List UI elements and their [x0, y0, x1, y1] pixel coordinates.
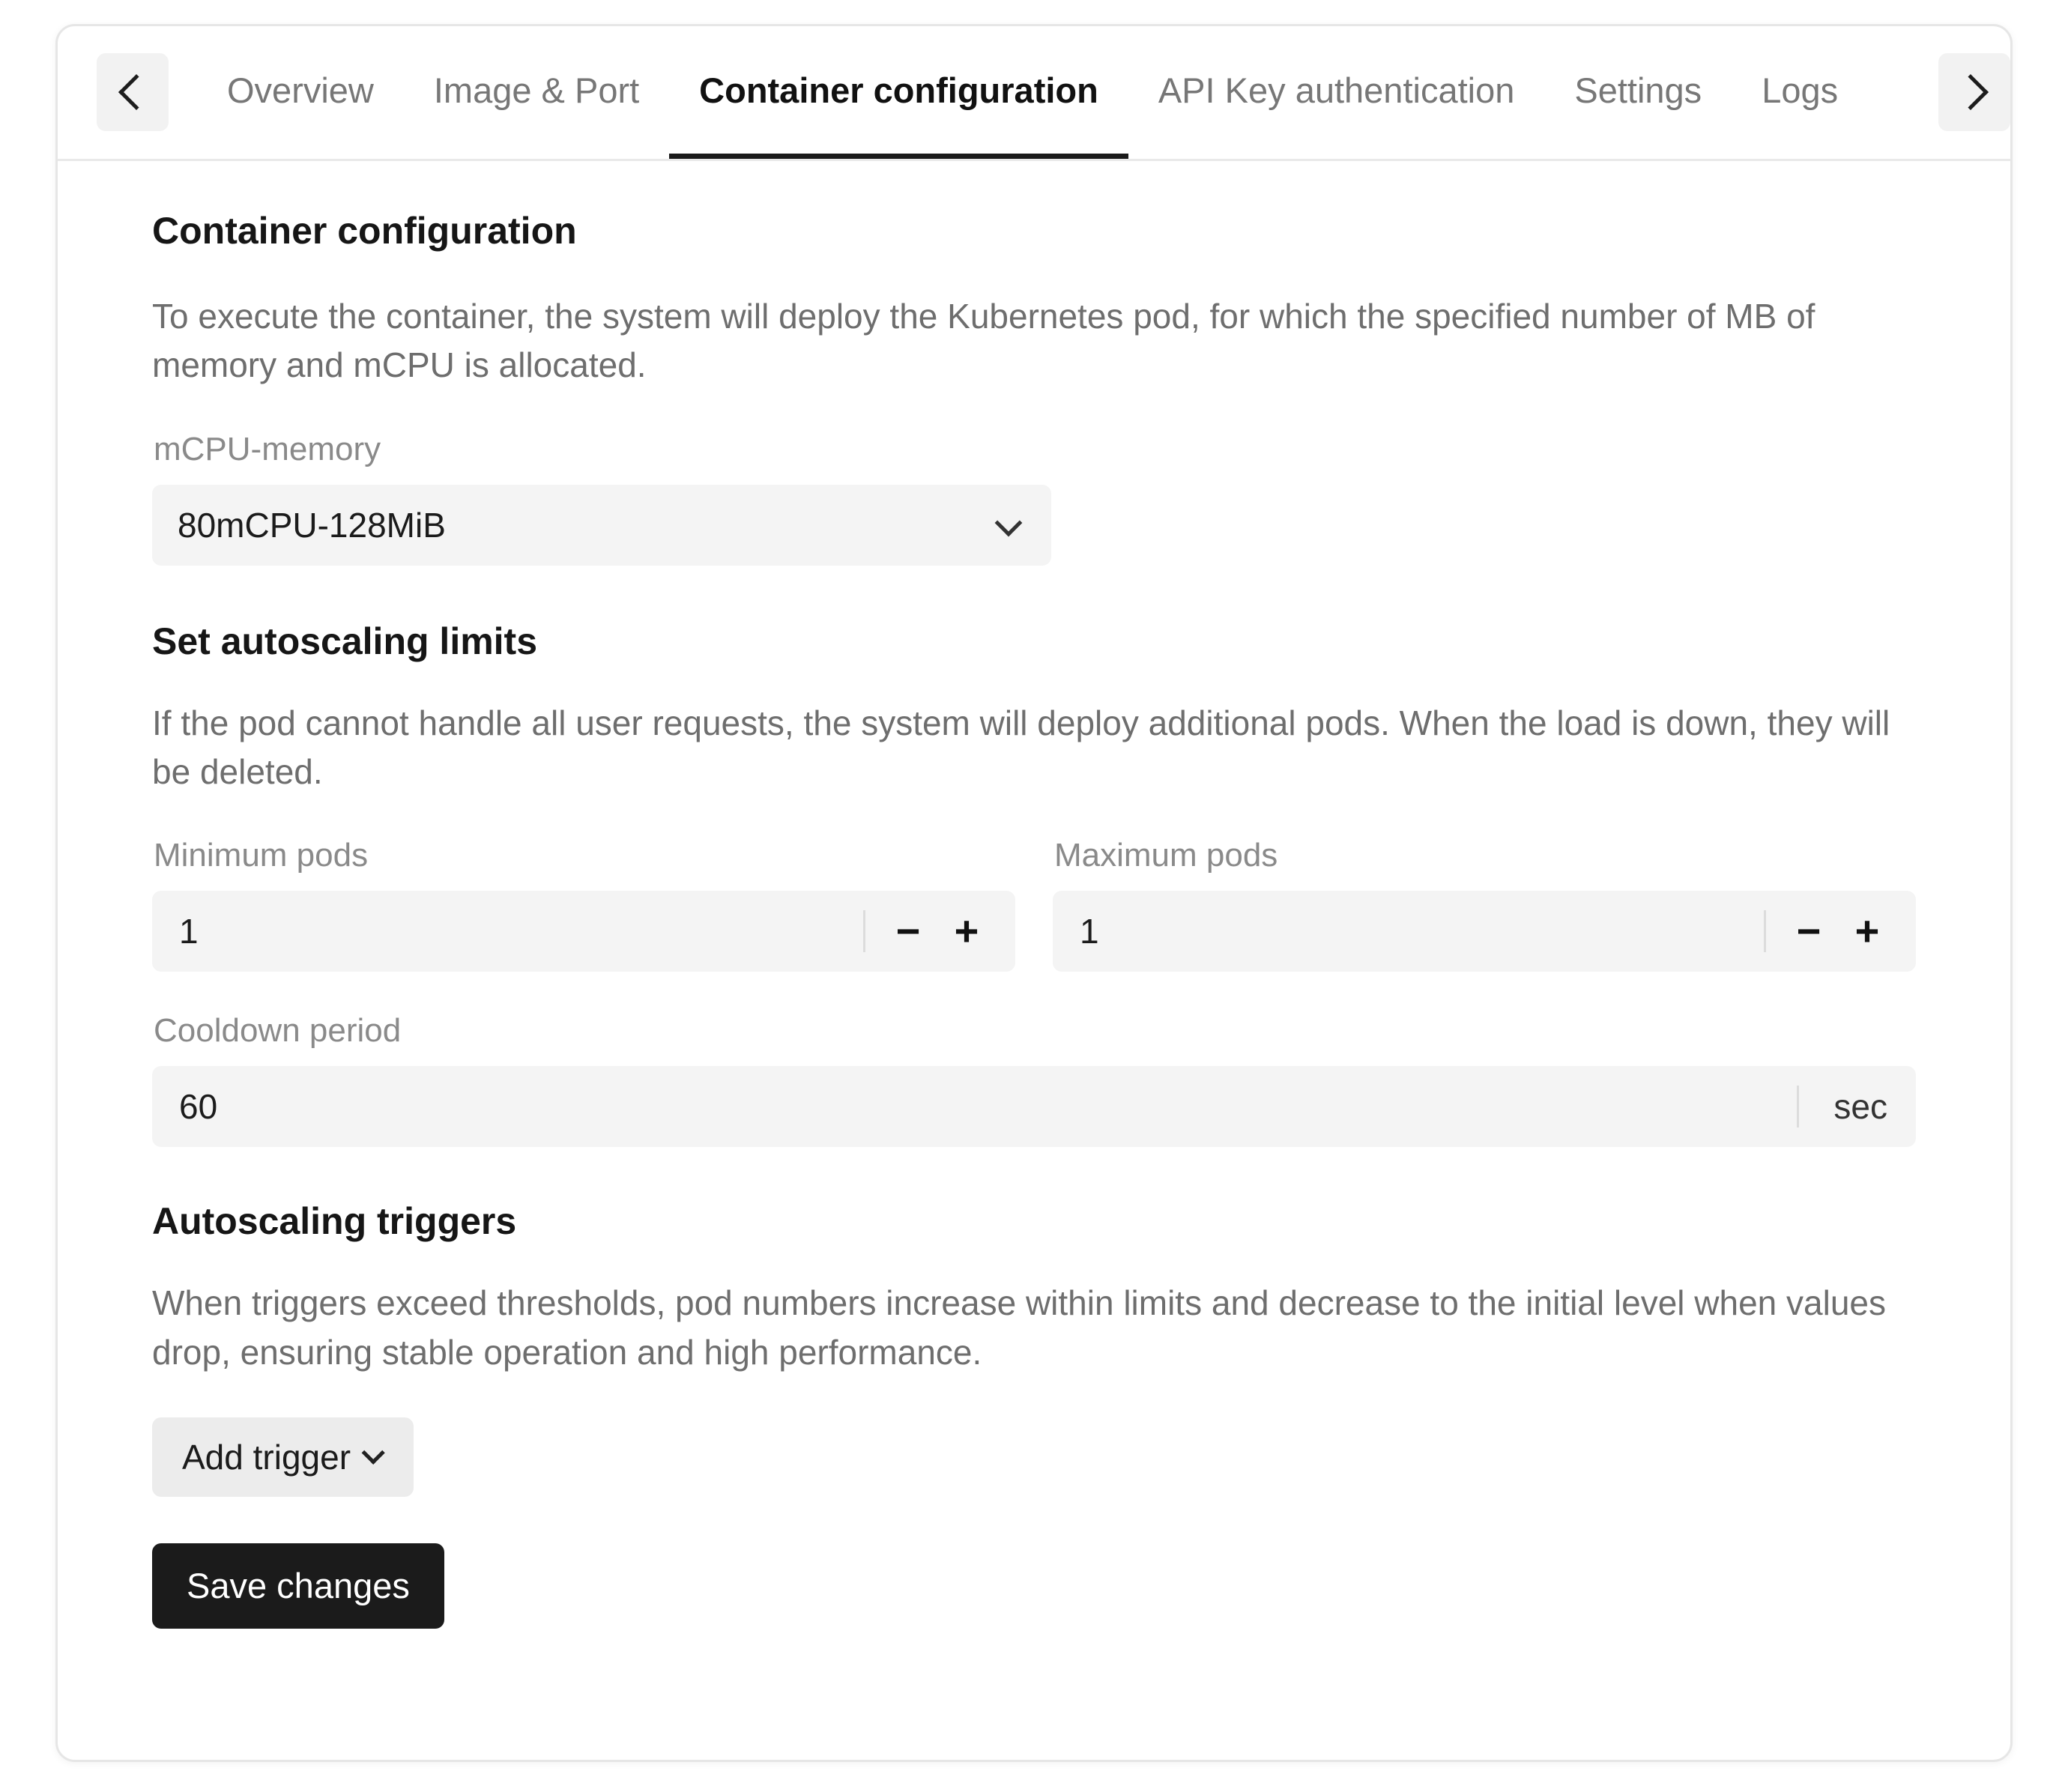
- container-configuration-card: [55, 24, 2013, 1762]
- maximum-pods-decrement-button[interactable]: −: [1780, 902, 1838, 960]
- tab-bar: [58, 26, 2010, 161]
- tab-settings[interactable]: [1544, 26, 1732, 159]
- maximum-pods-group: [1053, 837, 1916, 972]
- minimum-pods-input[interactable]: [179, 911, 859, 951]
- pods-row: [152, 837, 1916, 972]
- stepper-divider: [1764, 910, 1766, 952]
- panel-content: [58, 161, 2010, 1760]
- tab-label: Overview: [227, 70, 374, 110]
- cooldown-period-input[interactable]: [179, 1086, 1792, 1127]
- tab-container-configuration[interactable]: [669, 26, 1128, 159]
- mcpu-memory-label: mCPU-memory: [154, 430, 381, 467]
- tab-label: API Key authentication: [1158, 70, 1515, 110]
- chevron-right-icon: [1953, 74, 1989, 110]
- tab-image-and-port[interactable]: [404, 26, 669, 159]
- maximum-pods-label: Maximum pods: [1054, 837, 1278, 874]
- autoscaling-limits-description: If the pod cannot handle all user requests, the system will deploy additional pods. When the load is down, they will be deleted.: [152, 703, 1890, 791]
- autoscaling-limits-title: Set autoscaling limits: [152, 620, 538, 662]
- tab-label: Settings: [1574, 70, 1702, 110]
- tab-overview[interactable]: [197, 26, 404, 159]
- save-changes-button[interactable]: Save changes: [152, 1543, 444, 1629]
- tab-label: Container configuration: [699, 70, 1098, 110]
- page-title: Container configuration: [152, 210, 577, 252]
- tab-logs[interactable]: [1732, 26, 1868, 159]
- mcpu-memory-select[interactable]: [152, 485, 1051, 566]
- tabs-scroll-right-button[interactable]: [1938, 53, 2010, 131]
- chevron-left-icon: [118, 74, 154, 110]
- tab-list: [169, 26, 2010, 159]
- minimum-pods-label: Minimum pods: [154, 837, 369, 874]
- tab-api-key-authentication[interactable]: [1128, 26, 1545, 159]
- tab-label: Image & Port: [433, 70, 640, 110]
- chevron-down-icon: [362, 1441, 385, 1465]
- minimum-pods-stepper[interactable]: [152, 891, 1015, 972]
- autoscaling-triggers-description: When triggers exceed thresholds, pod numbers increase within limits and decrease to the initial level when values drop, ensuring stable operation and high performance.: [152, 1283, 1886, 1372]
- cooldown-period-field[interactable]: [152, 1066, 1916, 1147]
- cooldown-period-unit: sec: [1833, 1087, 1887, 1127]
- add-trigger-label: Add trigger: [182, 1437, 351, 1477]
- chevron-down-icon: [995, 509, 1023, 536]
- cooldown-period-label: Cooldown period: [154, 1012, 402, 1050]
- field-divider: [1797, 1086, 1799, 1127]
- add-trigger-button[interactable]: [152, 1417, 414, 1497]
- tabs-scroll-left-button[interactable]: [97, 53, 169, 131]
- maximum-pods-increment-button[interactable]: +: [1838, 902, 1896, 960]
- minimum-pods-increment-button[interactable]: +: [937, 902, 996, 960]
- minimum-pods-group: [152, 837, 1015, 972]
- stepper-divider: [863, 910, 865, 952]
- maximum-pods-stepper[interactable]: [1053, 891, 1916, 972]
- tab-label: Logs: [1762, 70, 1839, 110]
- container-config-description: To execute the container, the system will deploy the Kubernetes pod, for which the specified number of MB of memory and mCPU is allocated.: [152, 297, 1815, 385]
- minimum-pods-decrement-button[interactable]: −: [879, 902, 937, 960]
- autoscaling-triggers-title: Autoscaling triggers: [152, 1200, 517, 1243]
- maximum-pods-input[interactable]: [1080, 911, 1759, 951]
- mcpu-memory-value: 80mCPU-128MiB: [178, 505, 446, 545]
